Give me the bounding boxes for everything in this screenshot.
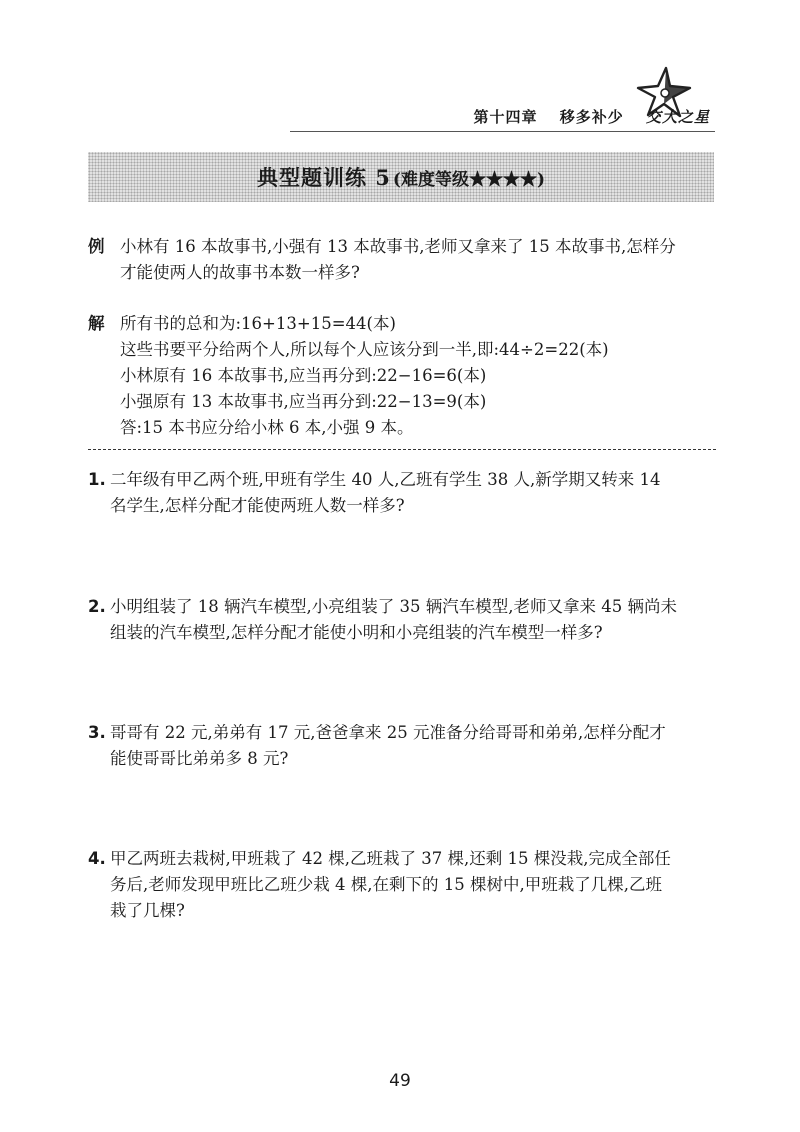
example-line: 才能使两人的故事书本数一样多? [120, 263, 360, 282]
solution-line: 所有书的总和为:16+13+15=44(本) [120, 314, 396, 333]
problem-1 [88, 467, 718, 519]
problem-number: 3. [88, 723, 106, 742]
problem-line: 务后,老师发现甲班比乙班少栽 4 棵,在剩下的 15 棵树中,甲班栽了几棵,乙班 [110, 875, 662, 894]
header-rule [290, 131, 715, 132]
dashed-divider [88, 449, 716, 450]
running-header [457, 106, 710, 127]
problem-line: 组装的汽车模型,怎样分配才能使小明和小亮组装的汽车模型一样多? [110, 623, 603, 642]
problem-line: 能使哥哥比弟弟多 8 元? [110, 749, 289, 768]
problem-number: 4. [88, 849, 106, 868]
topic-label: 移多补少 [559, 108, 624, 126]
problem-3 [88, 720, 718, 772]
chapter-label: 第十四章 [473, 108, 538, 126]
page-number: 49 [389, 1071, 411, 1091]
solution-block [88, 311, 718, 441]
problem-line: 小明组装了 18 辆汽车模型,小亮组装了 35 辆汽车模型,老师又拿来 45 辆尚未 [110, 597, 677, 616]
problem-number: 1. [88, 470, 106, 489]
solution-line: 小林原有 16 本故事书,应当再分到:22−16=6(本) [120, 366, 487, 385]
solution-tag: 解 [88, 314, 105, 333]
problem-line: 甲乙两班去栽树,甲班栽了 42 棵,乙班栽了 37 棵,还剩 15 棵没栽,完成全部任 [110, 849, 671, 868]
difficulty-label: (难度等级★★★★) [392, 169, 546, 190]
problem-line: 栽了几棵? [110, 901, 185, 920]
example-tag: 例 [88, 237, 105, 256]
example-block [88, 234, 718, 286]
solution-line: 这些书要平分给两个人,所以每个人应该分到一半,即:44÷2=22(本) [120, 340, 609, 359]
problem-line: 哥哥有 22 元,弟弟有 17 元,爸爸拿来 25 元准备分给哥哥和弟弟,怎样分配才 [110, 723, 666, 742]
title-banner [88, 152, 714, 202]
problem-line: 名学生,怎样分配才能使两班人数一样多? [110, 496, 405, 515]
problem-number: 2. [88, 597, 106, 616]
example-line: 小林有 16 本故事书,小强有 13 本故事书,老师又拿来了 15 本故事书,怎样分 [120, 237, 676, 256]
banner-title: 典型题训练 5 [256, 165, 391, 190]
problem-2 [88, 594, 718, 646]
solution-line: 小强原有 13 本故事书,应当再分到:22−13=9(本) [120, 392, 487, 411]
solution-line: 答:15 本书应分给小林 6 本,小强 9 本。 [120, 418, 414, 437]
brand-label: 交大之星 [645, 108, 710, 126]
problem-line: 二年级有甲乙两个班,甲班有学生 40 人,乙班有学生 38 人,新学期又转来 14 [110, 470, 661, 489]
problem-4 [88, 846, 718, 924]
